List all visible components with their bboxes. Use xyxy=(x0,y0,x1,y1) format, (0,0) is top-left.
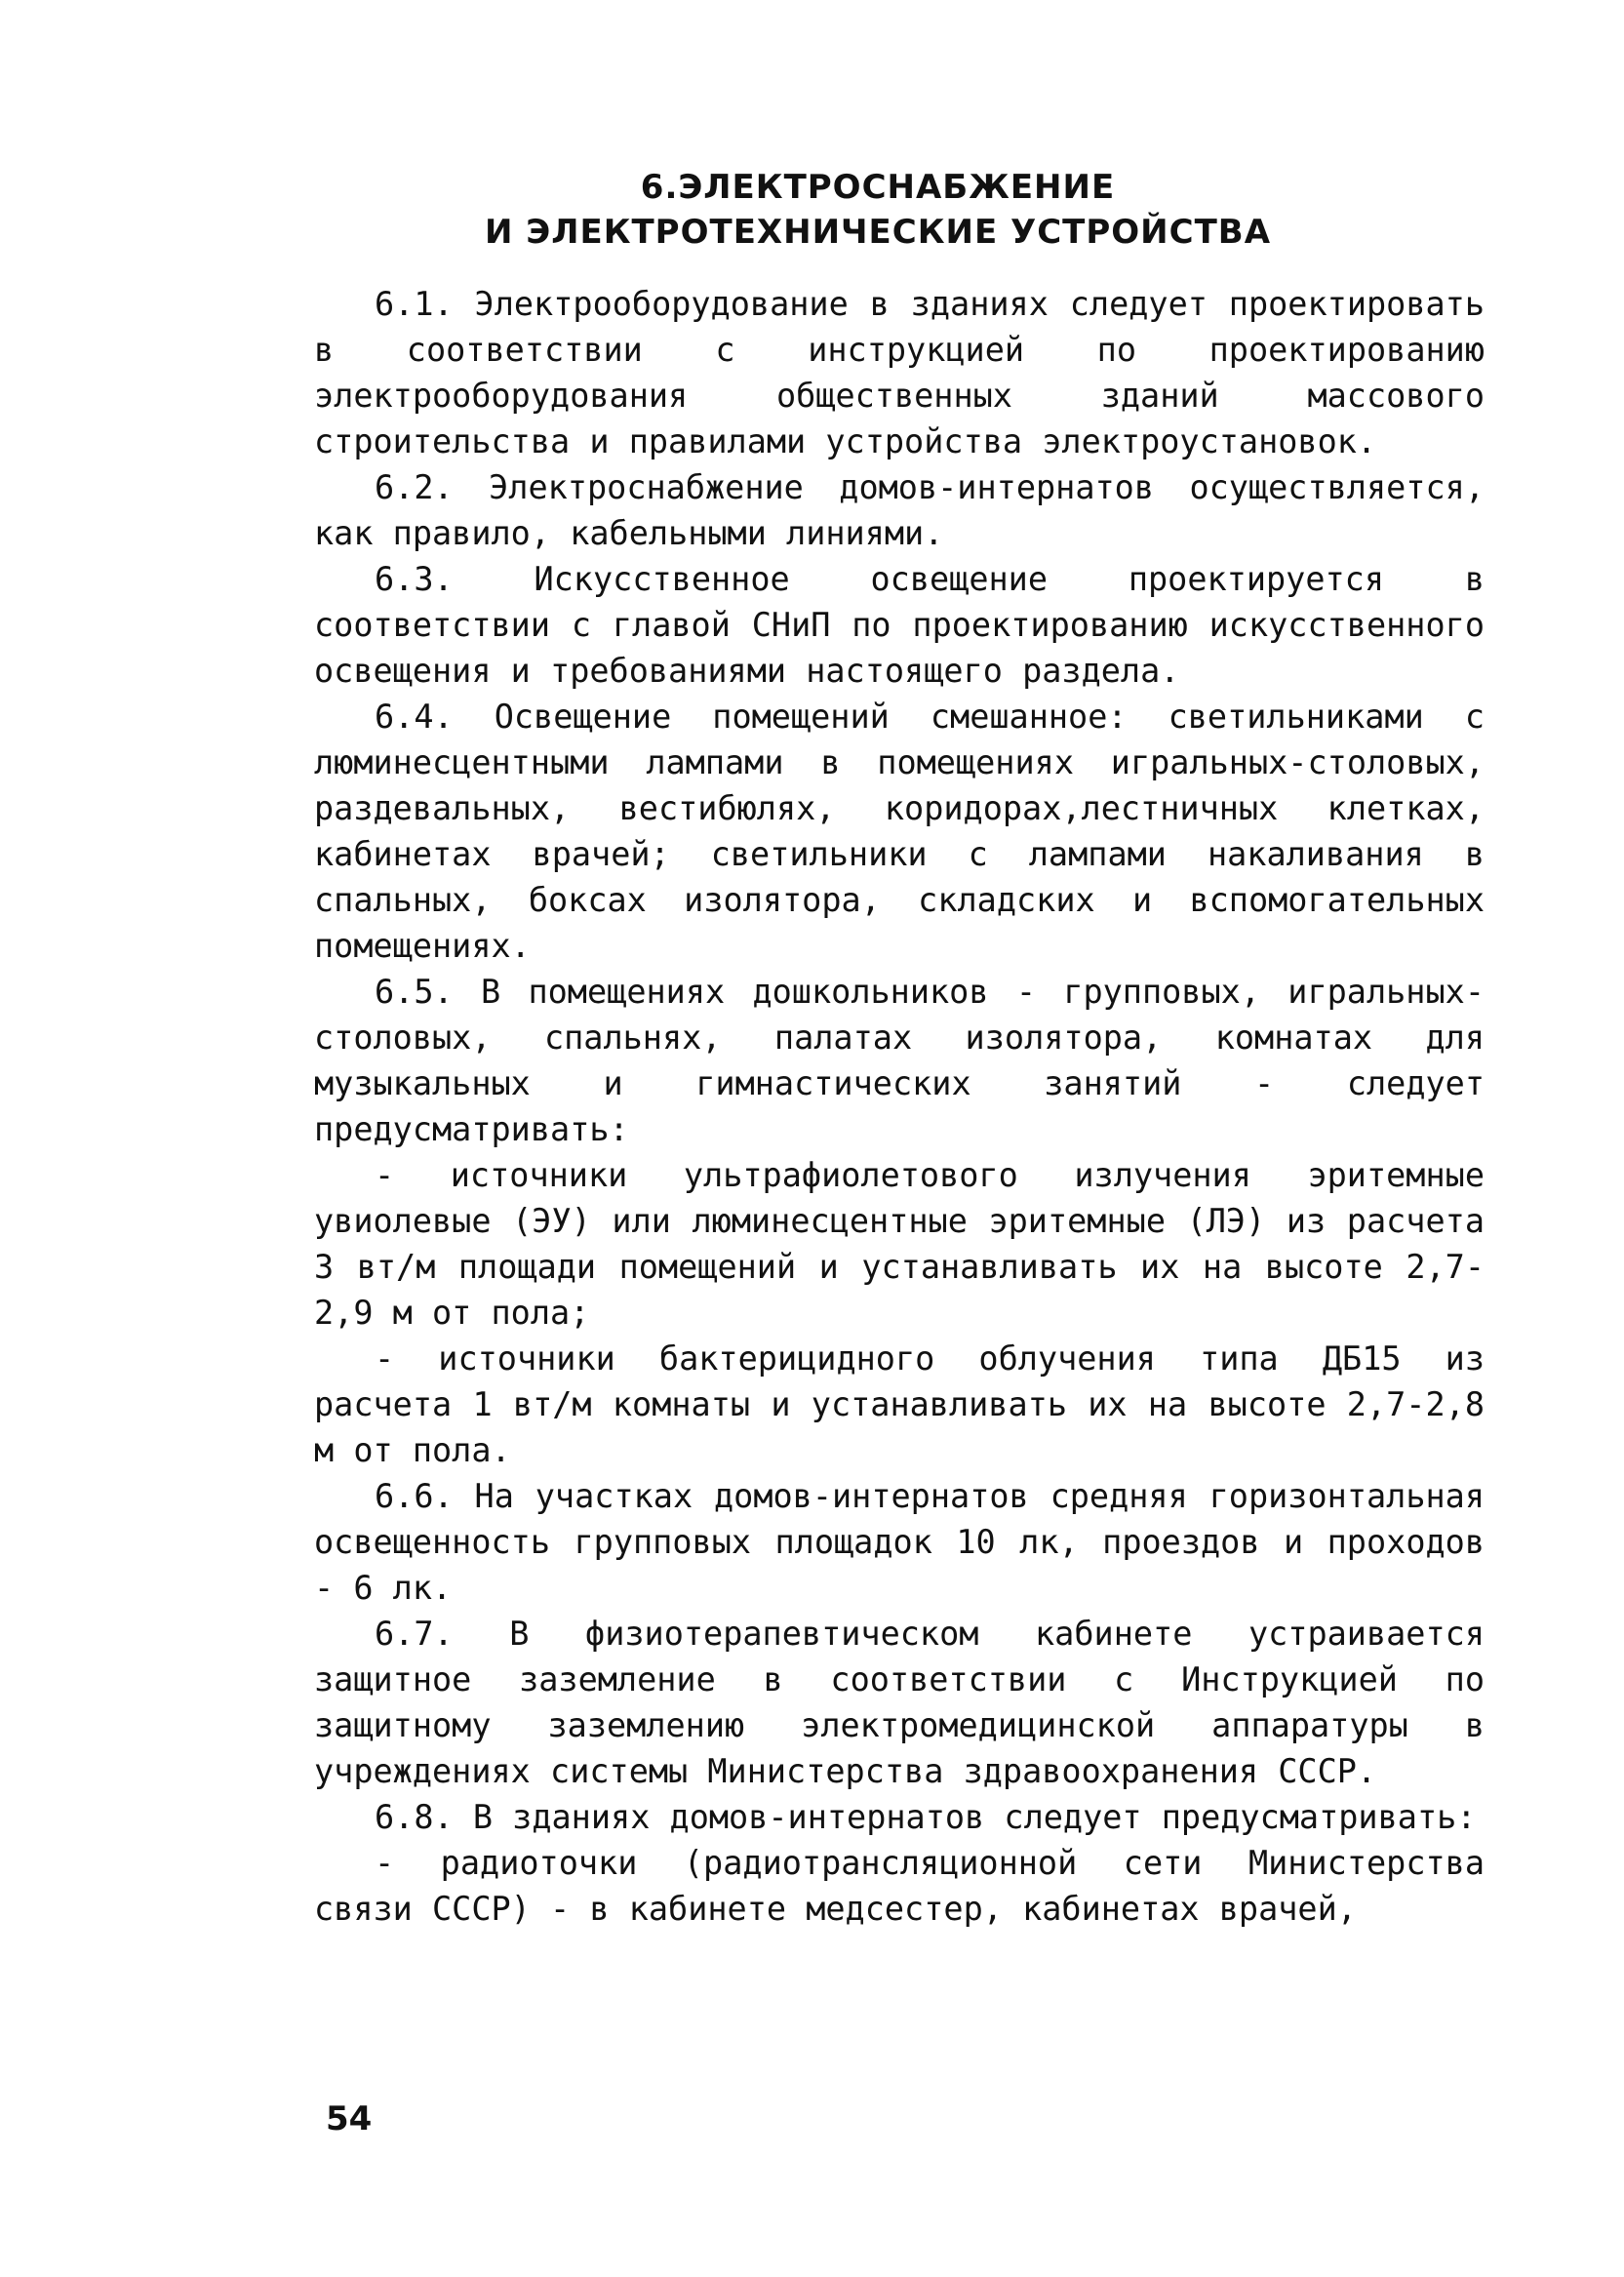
paragraph-6-6: 6.6. На участках домов-интернатов средняя горизонтальная освещенность групповых площадок 10 лк, проездов и проходов - 6 лк. xyxy=(314,1477,1485,1607)
paragraph-6-3: 6.3. Искусственное освещение проектируется в соответствии с главой СНиП по проектированию искусственного освещения и требованиями настоящего раздела. xyxy=(314,560,1485,690)
paragraph-6-4: 6.4. Освещение помещений смешанное: светильниками с люминесцентными лампами в помещениях игральных-столовых, раздевальных, вестибюлях, коридорах,лестничных клетках, кабинетах врачей; светильники с лампами накаливания в спальных, боксах изолятора, складских и вспомогательных помещениях. xyxy=(314,698,1485,965)
paragraph-6-1: 6.1. Электрооборудование в зданиях следует проектировать в соответствии с инструкцией по проектированию электрооборудования общественных зданий массового строительства и правилами устройства электроустановок. xyxy=(314,285,1485,460)
paragraph-6-7: 6.7. В физиотерапевтическом кабинете устраивается защитное заземление в соответствии с Инструкцией по защитному заземлению электромедицинской аппаратуры в учреждениях системы Министерства здравоохранения СССР. xyxy=(314,1615,1485,1790)
list-item-bactericidal-sources: - источники бактерицидного облучения типа ДБ15 из расчета 1 вт/м комнаты и устанавливать их на высоте 2,7-2,8 м от пола. xyxy=(314,1339,1485,1469)
paragraph-6-2: 6.2. Электроснабжение домов-интернатов осуществляется, как правило, кабельными линиями. xyxy=(314,468,1485,552)
paragraph-6-8: 6.8. В зданиях домов-интернатов следует предусматривать: xyxy=(375,1798,1477,1836)
page-number: 54 xyxy=(326,2099,373,2138)
section-title-line-1: 6.ЭЛЕКТРОСНАБЖЕНИЕ xyxy=(640,168,1116,207)
paragraph-6-5: 6.5. В помещениях дошкольников - групповых, игральных-столовых, спальнях, палатах изолятора, комнатах для музыкальных и гимнастических занятий - следует предусматривать: xyxy=(314,973,1485,1148)
section-title-line-2: И ЭЛЕКТРОТЕХНИЧЕСКИЕ УСТРОЙСТВА xyxy=(484,213,1272,252)
section-body xyxy=(314,281,1485,1932)
list-item-uv-sources: - источники ультрафиолетового излучения эритемные увиолевые (ЭУ) или люминесцентные эритемные (ЛЭ) из расчета 3 вт/м площади помещений и устанавливать их на высоте 2,7-2,9 м от пола; xyxy=(314,1156,1485,1332)
list-item-radio-points: - радиоточки (радиотрансляционной сети Министерства связи СССР) - в кабинете медсестер, кабинетах врачей, xyxy=(314,1844,1485,1928)
